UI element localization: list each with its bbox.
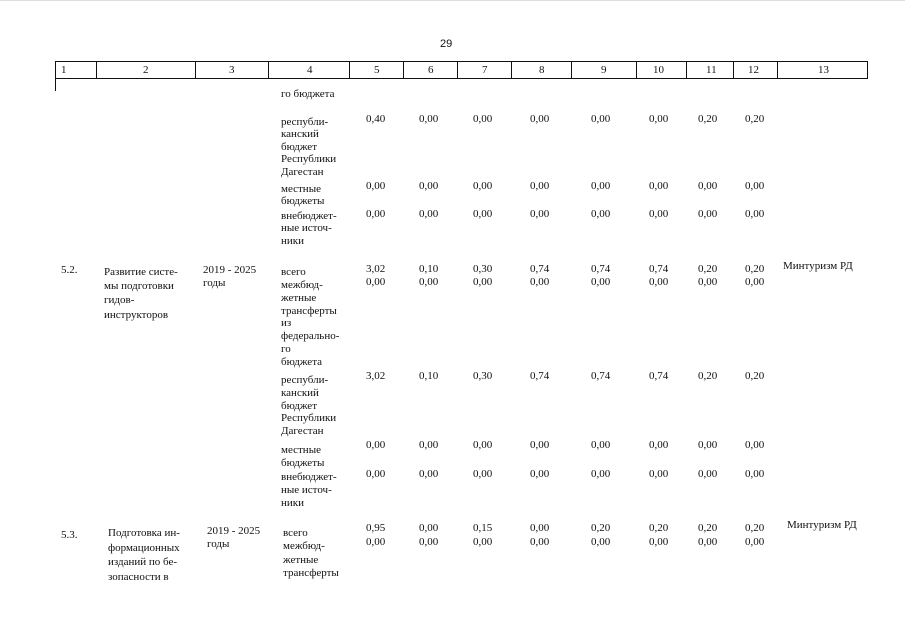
header-divider — [349, 62, 350, 78]
source-label-total: всего — [283, 527, 308, 539]
regional-value-col-12: 0,20 — [745, 113, 765, 125]
description-line: инструкторов — [104, 308, 169, 321]
offbudget-value-col-6: 0,00 — [419, 468, 439, 480]
regional-value-col-9: 0,00 — [591, 113, 611, 125]
offbudget-value-col-8: 0,00 — [530, 468, 550, 480]
total-value-col-9: 0,74 — [591, 263, 611, 275]
total-value-col-8: 0,00 — [530, 522, 550, 534]
header-col-8: 8 — [539, 64, 545, 76]
source-label-transfers: из — [281, 317, 292, 330]
table-left-border-stub — [55, 79, 56, 91]
period-line: годы — [203, 277, 226, 289]
local-value-col-5: 0,00 — [366, 439, 386, 451]
regional-value-col-11: 0,20 — [698, 370, 718, 382]
regional-value-col-10: 0,00 — [649, 113, 669, 125]
total-value-col-6: 0,00 — [419, 522, 439, 534]
header-col-1: 1 — [61, 64, 67, 76]
source-label-local: местные бюджеты — [281, 183, 325, 208]
transfers-value-col-7: 0,00 — [473, 536, 493, 548]
item-number-5-2: 5.2. — [61, 264, 78, 276]
transfers-value-col-8: 0,00 — [530, 276, 550, 288]
offbudget-value-col-11: 0,00 — [698, 468, 718, 480]
header-col-12: 12 — [748, 64, 759, 76]
local-value-col-10: 0,00 — [649, 180, 669, 192]
transfers-value-col-9: 0,00 — [591, 536, 611, 548]
header-divider — [511, 62, 512, 78]
total-value-col-6: 0,10 — [419, 263, 439, 275]
source-label-transfers: межбюд- — [283, 540, 325, 552]
regional-value-col-5: 3,02 — [366, 370, 386, 382]
page-number: 29 — [440, 38, 453, 50]
local-value-col-8: 0,00 — [530, 439, 550, 451]
carry-over-text: го бюджета — [281, 88, 335, 100]
transfers-value-col-12: 0,00 — [745, 276, 765, 288]
regional-value-col-8: 0,74 — [530, 370, 550, 382]
offbudget-value-col-10: 0,00 — [649, 208, 669, 220]
source-label-transfers: бюджета — [281, 355, 323, 368]
source-label-transfers: жетные — [281, 291, 317, 304]
offbudget-value-col-7: 0,00 — [473, 468, 493, 480]
header-col-11: 11 — [706, 64, 717, 76]
local-value-col-11: 0,00 — [698, 180, 718, 192]
offbudget-value-col-12: 0,00 — [745, 208, 765, 220]
regional-value-col-10: 0,74 — [649, 370, 669, 382]
local-value-col-7: 0,00 — [473, 180, 493, 192]
header-divider — [686, 62, 687, 78]
source-label-regional: Республики — [281, 412, 337, 425]
period-line: годы — [207, 538, 230, 550]
transfers-value-col-6: 0,00 — [419, 536, 439, 548]
source-label-transfers: трансферты — [281, 304, 337, 317]
description-line: изданий по бе- — [108, 556, 178, 568]
header-divider — [457, 62, 458, 78]
description-line: формационных — [108, 541, 180, 554]
regional-value-col-8: 0,00 — [530, 113, 550, 125]
transfers-value-col-11: 0,00 — [698, 536, 718, 548]
transfers-value-col-5: 0,00 — [366, 536, 386, 548]
regional-value-col-11: 0,20 — [698, 113, 718, 125]
local-value-col-12: 0,00 — [745, 180, 765, 192]
item-number-5-3: 5.3. — [61, 529, 78, 541]
item-executor-5-3: Минтуризм РД — [787, 519, 857, 531]
total-value-col-7: 0,15 — [473, 522, 493, 534]
regional-value-col-12: 0,20 — [745, 370, 765, 382]
transfers-value-col-7: 0,00 — [473, 276, 493, 288]
total-value-col-5: 3,02 — [366, 263, 386, 275]
source-label-offbudget: ники — [281, 496, 305, 509]
source-label-local: бюджеты — [281, 456, 325, 469]
transfers-value-col-6: 0,00 — [419, 276, 439, 288]
local-value-col-6: 0,00 — [419, 180, 439, 192]
source-label-local: местные — [281, 444, 321, 456]
header-divider — [636, 62, 637, 78]
header-col-9: 9 — [601, 64, 607, 76]
total-value-col-5: 0,95 — [366, 522, 386, 534]
transfers-value-col-11: 0,00 — [698, 276, 718, 288]
header-divider — [268, 62, 269, 78]
local-value-col-5: 0,00 — [366, 180, 386, 192]
header-col-13: 13 — [818, 64, 829, 76]
local-value-col-9: 0,00 — [591, 439, 611, 451]
total-value-col-7: 0,30 — [473, 263, 493, 275]
total-value-col-11: 0,20 — [698, 263, 718, 275]
header-col-2: 2 — [143, 64, 149, 76]
table-header-row — [55, 61, 868, 79]
header-col-3: 3 — [229, 64, 235, 76]
offbudget-value-col-9: 0,00 — [591, 208, 611, 220]
transfers-value-col-10: 0,00 — [649, 276, 669, 288]
local-value-col-11: 0,00 — [698, 439, 718, 451]
regional-value-col-6: 0,10 — [419, 370, 439, 382]
regional-value-col-9: 0,74 — [591, 370, 611, 382]
offbudget-value-col-10: 0,00 — [649, 468, 669, 480]
header-divider — [403, 62, 404, 78]
transfers-value-col-10: 0,00 — [649, 536, 669, 548]
source-label-total: всего — [281, 266, 306, 278]
description-line: зопасности в — [108, 570, 169, 583]
source-label-transfers: жетные — [283, 553, 319, 566]
source-label-regional: бюджет — [281, 399, 317, 412]
total-value-col-10: 0,20 — [649, 522, 669, 534]
header-col-6: 6 — [428, 64, 434, 76]
header-divider — [96, 62, 97, 78]
source-label-transfers: го — [281, 343, 291, 355]
description-line: Развитие систе- — [104, 266, 178, 278]
period-line: 2019 - 2025 — [207, 525, 261, 537]
total-value-col-12: 0,20 — [745, 263, 765, 275]
transfers-value-col-8: 0,00 — [530, 536, 550, 548]
source-label-offbudget: ные источ- — [281, 483, 332, 496]
offbudget-value-col-9: 0,00 — [591, 468, 611, 480]
local-value-col-10: 0,00 — [649, 439, 669, 451]
total-value-col-11: 0,20 — [698, 522, 718, 534]
source-label-regional: канский — [281, 386, 319, 399]
source-label-regional: республи-канский бюджет Республики Дагестан — [281, 116, 337, 178]
description-line: мы подготовки — [104, 280, 174, 293]
offbudget-value-col-5: 0,00 — [366, 208, 386, 220]
regional-value-col-7: 0,00 — [473, 113, 493, 125]
transfers-value-col-12: 0,00 — [745, 536, 765, 548]
total-value-col-12: 0,20 — [745, 522, 765, 534]
header-col-4: 4 — [307, 64, 313, 76]
source-label-offbudget: внебюджет-ные источ-ники — [281, 210, 337, 247]
source-label-transfers: трансферты — [283, 567, 339, 579]
offbudget-value-col-5: 0,00 — [366, 468, 386, 480]
scan-top-edge — [0, 0, 905, 1]
total-value-col-9: 0,20 — [591, 522, 611, 534]
offbudget-value-col-8: 0,00 — [530, 208, 550, 220]
source-label-transfers: межбюд- — [281, 279, 323, 291]
item-executor-5-2: Минтуризм РД — [783, 260, 853, 272]
header-divider — [195, 62, 196, 78]
transfers-value-col-5: 0,00 — [366, 276, 386, 288]
header-col-7: 7 — [482, 64, 488, 76]
header-divider — [571, 62, 572, 78]
period-line: 2019 - 2025 — [203, 264, 257, 276]
regional-value-col-7: 0,30 — [473, 370, 493, 382]
offbudget-value-col-7: 0,00 — [473, 208, 493, 220]
header-divider — [777, 62, 778, 78]
header-col-5: 5 — [374, 64, 380, 76]
local-value-col-7: 0,00 — [473, 439, 493, 451]
local-value-col-8: 0,00 — [530, 180, 550, 192]
description-line: Подготовка ин- — [108, 527, 180, 539]
header-col-10: 10 — [653, 64, 664, 76]
regional-value-col-6: 0,00 — [419, 113, 439, 125]
source-label-regional: республи- — [281, 374, 329, 386]
offbudget-value-col-6: 0,00 — [419, 208, 439, 220]
total-value-col-8: 0,74 — [530, 263, 550, 275]
offbudget-value-col-12: 0,00 — [745, 468, 765, 480]
source-label-offbudget: внебюджет- — [281, 471, 337, 483]
offbudget-value-col-11: 0,00 — [698, 208, 718, 220]
header-divider — [733, 62, 734, 78]
transfers-value-col-9: 0,00 — [591, 276, 611, 288]
local-value-col-6: 0,00 — [419, 439, 439, 451]
description-line: гидов- — [104, 294, 135, 307]
local-value-col-12: 0,00 — [745, 439, 765, 451]
regional-value-col-5: 0,40 — [366, 113, 386, 125]
source-label-transfers: федерально- — [281, 330, 340, 343]
total-value-col-10: 0,74 — [649, 263, 669, 275]
source-label-regional: Дагестан — [281, 425, 324, 438]
local-value-col-9: 0,00 — [591, 180, 611, 192]
